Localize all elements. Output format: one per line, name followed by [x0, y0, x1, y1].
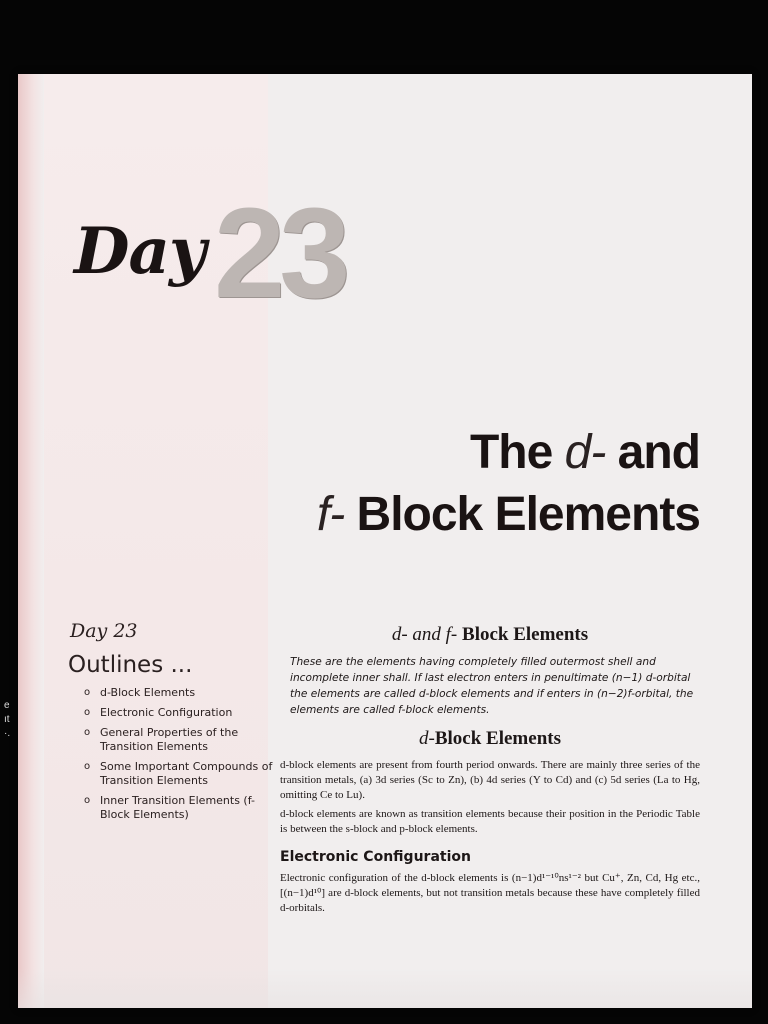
- bullet-icon: o: [84, 687, 91, 698]
- day-number: 23: [214, 182, 345, 325]
- intro-paragraph: These are the elements having completely filled outermost shell and incomplete inner shall. If last electron enters in penultimate (n−1) d-orbital the elements are called d-block elements and if enters in (n−2)f-orbital, the elements are called f-block elements.: [290, 656, 694, 716]
- bullet-icon: o: [84, 761, 91, 772]
- page-bottom-shade: [18, 968, 752, 1008]
- day-word: Day: [74, 214, 206, 289]
- section-heading-d-block: d-Block Elements: [419, 728, 561, 749]
- edge-fragment: e: [4, 700, 10, 711]
- title-block-elements: Block Elements: [356, 488, 700, 541]
- title-the: The: [469, 426, 553, 479]
- d-block-paragraph-2: d-block elements are known as transition elements because their position in the Periodic Table is between the s-block and p-block elements.: [280, 808, 700, 835]
- title-d: d-: [564, 426, 606, 479]
- chapter-title: [317, 422, 700, 546]
- chapter-title-line-2: [317, 484, 700, 546]
- electronic-configuration-paragraph: Electronic configuration of the d-block elements is (n−1)d¹⁻¹⁰ns¹⁻² but Cu⁺, Zn, Cd, Hg etc., [(n−1)d¹⁰] are d-block elements, but not transition metals because these have completely filled d-orbitals.: [280, 872, 700, 914]
- section-heading-df-block: d- and f- Block Elements: [391, 624, 589, 645]
- edge-fragment: ·.: [4, 728, 11, 739]
- outline-item: o d-Block Elements: [84, 686, 196, 699]
- outline-item: o Electronic Configuration: [84, 706, 233, 719]
- bullet-icon: o: [84, 795, 91, 806]
- outline-list: [84, 686, 274, 828]
- title-f: f-: [316, 488, 345, 541]
- electronic-configuration-heading: Electronic Configuration: [280, 849, 471, 865]
- outline-item: o Inner Transition Elements (f-Block Elements): [84, 794, 255, 821]
- outline-item: o General Properties of the Transition Elements: [84, 726, 239, 753]
- outline-title: Outlines ...: [68, 652, 193, 678]
- d-block-paragraph-1: d-block elements are present from fourth period onwards. There are mainly three series of the transition metals, (a) 3d series (Sc to Zn), (b) 4d series (Y to Cd) and (c) 5d series (La to Hg, omitting Ce to Lu).: [280, 759, 700, 801]
- page-gutter: [18, 74, 44, 1008]
- outline-item: o Some Important Compounds of Transition Elements: [84, 760, 273, 787]
- title-and: and: [617, 426, 700, 479]
- bullet-icon: o: [84, 707, 91, 718]
- bullet-icon: o: [84, 727, 91, 738]
- main-content: [280, 624, 700, 920]
- outline-day-label: Day 23: [70, 620, 138, 642]
- book-page: [18, 74, 752, 1008]
- chapter-title-line-1: [317, 422, 700, 484]
- edge-fragment: ıt: [4, 714, 10, 725]
